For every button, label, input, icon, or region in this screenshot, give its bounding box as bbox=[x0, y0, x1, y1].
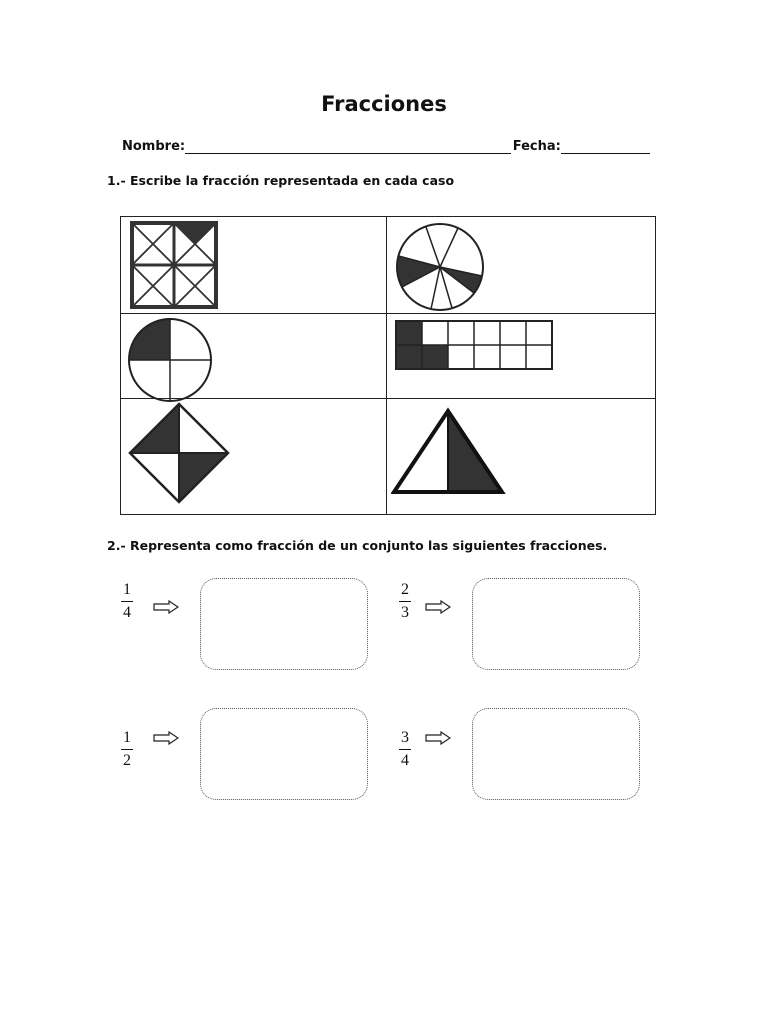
rectangle-grid-figure bbox=[395, 320, 553, 370]
denominator: 2 bbox=[123, 752, 131, 769]
numerator: 2 bbox=[401, 581, 409, 598]
fraction-1-2 bbox=[118, 729, 136, 770]
question-1: 1.- Escribe la fracción representada en cada caso bbox=[107, 173, 455, 188]
table-divider bbox=[121, 313, 655, 314]
question-2: 2.- Representa como fracción de un conjunto las siguientes fracciones. bbox=[107, 538, 608, 553]
numerator: 3 bbox=[401, 729, 409, 746]
numerator: 1 bbox=[123, 729, 131, 746]
crossed-squares-figure bbox=[130, 221, 220, 311]
figures-table bbox=[120, 216, 656, 515]
fraction-bar bbox=[399, 601, 411, 602]
date-label: Fecha: bbox=[512, 139, 561, 154]
fraction-bar bbox=[121, 749, 133, 750]
answer-box-2[interactable] bbox=[472, 578, 640, 670]
answer-box-1[interactable] bbox=[200, 578, 368, 670]
triangle-figure bbox=[391, 407, 507, 497]
fraction-2-3 bbox=[396, 581, 414, 622]
numerator: 1 bbox=[123, 581, 131, 598]
page-title: Fracciones bbox=[321, 92, 447, 116]
denominator: 4 bbox=[401, 752, 409, 769]
fraction-3-4 bbox=[396, 729, 414, 770]
table-divider bbox=[386, 217, 387, 514]
fraction-bar bbox=[121, 601, 133, 602]
right-arrow-icon bbox=[153, 600, 179, 614]
diamond-figure bbox=[127, 401, 231, 507]
answer-box-3[interactable] bbox=[200, 708, 368, 800]
answer-box-4[interactable] bbox=[472, 708, 640, 800]
circle-eighths-figure bbox=[394, 221, 486, 313]
name-label: Nombre: bbox=[122, 139, 186, 154]
right-arrow-icon bbox=[425, 600, 451, 614]
fraction-1-4 bbox=[118, 581, 136, 622]
right-arrow-icon bbox=[425, 731, 451, 745]
date-field[interactable] bbox=[561, 137, 650, 154]
right-arrow-icon bbox=[153, 731, 179, 745]
fraction-bar bbox=[399, 749, 411, 750]
header-row bbox=[122, 137, 652, 154]
denominator: 4 bbox=[123, 604, 131, 621]
name-field[interactable] bbox=[185, 137, 511, 154]
denominator: 3 bbox=[401, 604, 409, 621]
circle-quarters-figure bbox=[126, 316, 214, 404]
